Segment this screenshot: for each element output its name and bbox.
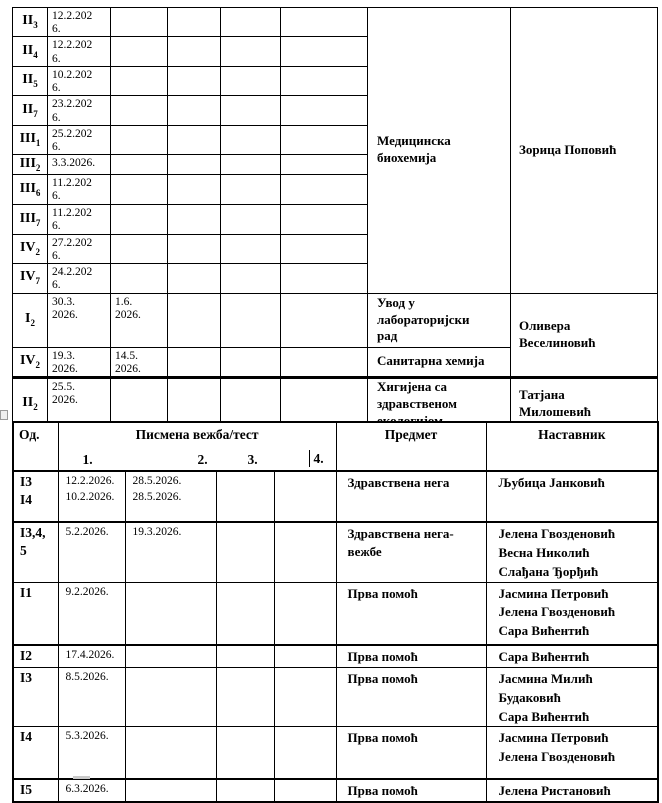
text-line: 6. [52, 111, 61, 124]
test2-date-cell [125, 522, 216, 582]
text-line: 11.2.202 [52, 177, 92, 190]
class-subscript: 2 [30, 317, 35, 328]
text-line: 6. [52, 82, 61, 95]
empty-cell [281, 66, 368, 95]
class-label-cell [13, 96, 48, 125]
text-line: 2026. [52, 308, 78, 321]
text-line: Јасмина Милић [498, 670, 593, 686]
text-line: I4 [20, 729, 33, 745]
text-line: вежбе [347, 544, 382, 560]
class-roman: III [19, 155, 36, 171]
test2-date-cell [125, 471, 216, 522]
class-subscript: 2 [33, 402, 38, 413]
text-line: 12.2.2026. [65, 475, 115, 487]
class-label-cell [13, 347, 48, 377]
empty-cell [281, 125, 368, 154]
text-line: 6. [52, 249, 61, 262]
text-line: Јасмина Петровић [498, 585, 609, 601]
class-label-cell [13, 234, 48, 263]
text-line: 11.2.202 [52, 207, 92, 220]
test2-date-cell [125, 779, 216, 802]
text-line: Оливера [519, 317, 571, 333]
text-line: Прва помоћ [347, 585, 418, 601]
empty-cell [168, 37, 221, 66]
test-date-2-cell [111, 264, 168, 293]
test4-date-cell [274, 727, 336, 779]
class-subscript: 7 [35, 217, 41, 228]
teacher-cell [486, 727, 658, 779]
empty-cell [281, 155, 368, 175]
empty-cell [168, 125, 221, 154]
text-line: 14.5. [115, 349, 138, 362]
empty-cell [168, 234, 221, 263]
schedule-row [13, 293, 658, 347]
text-line: 10.2.2026. [65, 490, 115, 503]
empty-cell [281, 175, 368, 205]
subject-cell [368, 347, 511, 377]
empty-cell [221, 293, 281, 347]
text-line: Јелена Ристановић [498, 782, 611, 798]
empty-cell [221, 347, 281, 377]
empty-cell [221, 8, 281, 37]
empty-cell [168, 66, 221, 95]
subject-cell [336, 645, 486, 667]
test4-date-cell [274, 582, 336, 645]
empty-cell [221, 264, 281, 293]
tests-header [13, 422, 658, 471]
class-roman: I [25, 311, 31, 327]
text-line: 5 [20, 543, 27, 559]
test1-date-cell [58, 727, 125, 779]
test-number-label: 4. [309, 450, 324, 467]
class-subscript: 3 [33, 20, 38, 31]
text-line: Прва помоћ [347, 670, 418, 686]
empty-cell [168, 96, 221, 125]
test-date-1-cell [48, 96, 111, 125]
empty-cell [221, 175, 281, 205]
subject-cell [336, 522, 486, 582]
test-date-2-cell [111, 293, 168, 347]
text-line: I5 [20, 781, 33, 797]
class-label-cell [13, 727, 58, 779]
class-label-cell [13, 264, 48, 293]
test-date-2-cell [111, 96, 168, 125]
test-number-label: 2. [197, 452, 208, 467]
empty-cell [168, 347, 221, 377]
written-tests-table [12, 421, 659, 803]
empty-cell [281, 293, 368, 347]
text-line: Прва помоћ [347, 782, 418, 798]
test-date-1-cell [48, 234, 111, 263]
text-line: I2 [20, 648, 33, 664]
test3-date-cell [216, 582, 274, 645]
schedule-row [13, 8, 658, 37]
test2-date-cell [125, 645, 216, 667]
header-tests-column [58, 422, 336, 471]
text-line: 5.2.2026. [65, 526, 109, 538]
test-number-label: 3. [247, 452, 258, 467]
teacher-cell [486, 582, 658, 645]
text-line: 1.6. [115, 295, 133, 308]
test2-date-cell [125, 582, 216, 645]
test-number-label: 1. [82, 452, 93, 467]
text-line: 2026. [115, 362, 141, 375]
text-line: Санитарна хемија [377, 353, 485, 369]
schedule-body [13, 8, 658, 431]
empty-cell [168, 293, 221, 347]
class-roman: III [19, 210, 36, 226]
empty-cell [281, 347, 368, 377]
text-line: Веселиновић [519, 334, 596, 350]
empty-cell [221, 66, 281, 95]
test4-date-cell [274, 522, 336, 582]
empty-cell [281, 37, 368, 66]
test1-date-cell [58, 645, 125, 667]
text-line: 6.3.2026. [65, 782, 109, 795]
text-line: 3.3.2026. [52, 157, 96, 170]
test-date-2-cell [111, 8, 168, 37]
text-line: Сара Вићентић [498, 649, 590, 665]
empty-cell [168, 264, 221, 293]
test-date-1-cell [48, 293, 111, 347]
text-line: 8.5.2026. [65, 670, 109, 683]
text-line: 23.2.202 [52, 98, 93, 111]
class-subscript: 2 [35, 162, 41, 173]
subject-cell [336, 471, 486, 522]
class-subscript: 1 [35, 137, 41, 148]
text-line: 2026. [52, 394, 78, 407]
test2-date-cell [125, 727, 216, 779]
header-subject-column: Предмет [336, 422, 486, 471]
text-line: Сара Вићентић [498, 623, 590, 639]
empty-cell [221, 37, 281, 66]
text-line: 6. [52, 140, 61, 153]
text-line: 6. [52, 190, 61, 203]
test-date-2-cell [111, 234, 168, 263]
text-line: 2026. [115, 308, 141, 321]
text-line: I3,4, [20, 525, 46, 540]
class-subscript: 7 [33, 108, 38, 119]
text-line: Здравствена нега [347, 475, 450, 490]
test-date-2-cell [111, 155, 168, 175]
text-line: 25.2.202 [52, 127, 93, 140]
text-line: Слађана Ђорђић [498, 563, 599, 579]
text-line: Прва помоћ [347, 730, 418, 746]
class-label-cell [13, 37, 48, 66]
tests-title: Писмена вежба/тест [135, 427, 259, 442]
class-label-cell [13, 8, 48, 37]
teacher-cell [486, 779, 658, 802]
text-line: 12.2.202 [52, 39, 93, 52]
teacher-cell [511, 293, 658, 377]
class-label-cell [13, 779, 58, 802]
test3-date-cell [216, 727, 274, 779]
text-line: Зорица Поповић [519, 141, 617, 157]
text-line: 6. [52, 23, 61, 36]
class-subscript: 2 [35, 246, 41, 257]
class-subscript: 7 [35, 276, 41, 287]
tests-row [13, 667, 658, 727]
test3-date-cell [216, 645, 274, 667]
teacher-cell [486, 667, 658, 727]
test3-date-cell [216, 522, 274, 582]
text-line: 19.3.2026. [132, 526, 182, 538]
class-label-cell [13, 645, 58, 667]
test4-date-cell [274, 667, 336, 727]
text-line: 12.2.202 [52, 10, 93, 22]
text-line: лабораторијски [377, 311, 470, 327]
text-line: Љубица Јанковић [498, 475, 605, 490]
class-roman: II [22, 395, 34, 411]
test4-date-cell [274, 471, 336, 522]
text-line: 28.5.2026. [132, 490, 182, 503]
empty-cell [281, 8, 368, 37]
class-label-cell [13, 582, 58, 645]
text-line: биохемија [377, 150, 437, 166]
class-label-cell [13, 667, 58, 727]
text-line: I3 [20, 669, 33, 685]
test-date-1-cell [48, 205, 111, 234]
text-line: Прва помоћ [347, 649, 418, 665]
empty-cell [281, 264, 368, 293]
class-roman: IV [19, 269, 36, 285]
empty-cell [281, 205, 368, 234]
class-label-cell [13, 205, 48, 234]
class-roman: II [22, 13, 34, 29]
class-subscript: 2 [35, 359, 41, 370]
test-date-1-cell [48, 37, 111, 66]
text-line: Сара Вићентић [498, 708, 590, 724]
class-roman: IV [19, 239, 36, 255]
text-line: 24.2.202 [52, 266, 93, 279]
class-subscript: 6 [35, 187, 41, 198]
text-line: Јасмина Петровић [498, 730, 609, 746]
text-line: I3 [20, 474, 33, 489]
text-line: Медицинска [377, 133, 451, 149]
test-date-1-cell [48, 264, 111, 293]
text-line: Јелена Гвозденовић [498, 749, 616, 765]
text-line: 9.2.2026. [65, 585, 109, 598]
text-line: 30.3. [52, 295, 75, 308]
text-line: I1 [20, 584, 33, 600]
class-label-cell [13, 66, 48, 95]
test3-date-cell [216, 471, 274, 522]
text-line: 17.4.2026. [65, 649, 115, 662]
text-line: Јелена Гвозденовић [498, 526, 616, 541]
test-date-2-cell [111, 125, 168, 154]
class-label-cell [13, 125, 48, 154]
test1-date-cell [58, 471, 125, 522]
test4-date-cell [274, 779, 336, 802]
test-date-2-cell [111, 175, 168, 205]
test3-date-cell [216, 667, 274, 727]
text-line: Весна Николић [498, 544, 590, 560]
empty-cell [168, 175, 221, 205]
text-line: 5.3.2026. [65, 730, 109, 743]
test-date-2-cell [111, 37, 168, 66]
text-line: рад [377, 328, 398, 344]
teacher-cell [486, 471, 658, 522]
tests-row [13, 727, 658, 779]
empty-cell [281, 96, 368, 125]
table-move-handle-fragment[interactable] [0, 410, 8, 420]
test-date-1-cell [48, 155, 111, 175]
header-teacher-column: Наставник [486, 422, 658, 471]
empty-cell [221, 205, 281, 234]
subject-cell [336, 667, 486, 727]
test2-date-cell [125, 667, 216, 727]
class-subscript: 5 [33, 78, 38, 89]
text-line: I4 [20, 492, 33, 508]
empty-cell [168, 155, 221, 175]
test-date-2-cell [111, 347, 168, 377]
header-class-column: Од. [13, 422, 58, 471]
class-label-cell [13, 293, 48, 347]
text-line: Увод у [377, 294, 415, 310]
class-label-cell [13, 471, 58, 522]
empty-cell [221, 155, 281, 175]
test1-date-cell [58, 779, 125, 802]
text-line: Милошевић [519, 404, 592, 420]
empty-cell [168, 205, 221, 234]
tests-header-row [13, 422, 658, 471]
test-date-1-cell [48, 125, 111, 154]
test3-date-cell [216, 779, 274, 802]
subject-cell [336, 582, 486, 645]
test-date-1-cell [48, 66, 111, 95]
text-line: Татјана [519, 387, 565, 403]
class-label-cell [13, 522, 58, 582]
subject-cell [368, 8, 511, 294]
empty-cell [281, 234, 368, 263]
tests-row [13, 471, 658, 522]
tests-row [13, 645, 658, 667]
tests-row [13, 779, 658, 802]
empty-cell [221, 125, 281, 154]
text-line: 27.2.202 [52, 236, 93, 249]
class-roman: II [22, 72, 34, 88]
empty-cell [168, 8, 221, 37]
teacher-cell [511, 8, 658, 294]
test-date-2-cell [111, 66, 168, 95]
text-line: 25.5. [52, 380, 75, 393]
class-roman: IV [19, 352, 36, 368]
test1-date-cell [58, 582, 125, 645]
text-line: 2026. [52, 362, 78, 375]
empty-cell [221, 234, 281, 263]
test-date-1-cell [48, 347, 111, 377]
tests-body [13, 471, 658, 802]
class-roman: III [19, 180, 36, 196]
class-roman: II [22, 42, 34, 58]
test-date-2-cell [111, 205, 168, 234]
text-line: 6. [52, 220, 61, 233]
subject-cell [368, 293, 511, 347]
subject-cell [336, 727, 486, 779]
class-roman: II [22, 101, 34, 117]
text-line: 28.5.2026. [132, 475, 182, 487]
class-roman: III [19, 131, 36, 147]
text-line: Хигијена са [377, 378, 448, 394]
text-line: 6. [52, 279, 61, 292]
text-line: Здравствена нега- [347, 526, 454, 541]
teacher-cell [486, 522, 658, 582]
teacher-cell [486, 645, 658, 667]
empty-cell [221, 96, 281, 125]
text-line: Будаковић [498, 689, 561, 705]
test4-date-cell [274, 645, 336, 667]
subject-cell [336, 779, 486, 802]
class-label-cell [13, 155, 48, 175]
class-schedule-table [12, 7, 658, 432]
text-line: здравственом [377, 395, 458, 411]
test-date-1-cell [48, 8, 111, 37]
test1-date-cell [58, 667, 125, 727]
test-date-1-cell [48, 175, 111, 205]
text-line: Јелена Гвозденовић [498, 604, 616, 620]
test1-date-cell [58, 522, 125, 582]
class-subscript: 4 [33, 49, 38, 60]
tests-row [13, 522, 658, 582]
text-line: 19.3. [52, 349, 75, 362]
text-line: 10.2.202 [52, 68, 93, 81]
tests-row [13, 582, 658, 645]
class-label-cell [13, 175, 48, 205]
text-line: 6. [52, 52, 61, 65]
